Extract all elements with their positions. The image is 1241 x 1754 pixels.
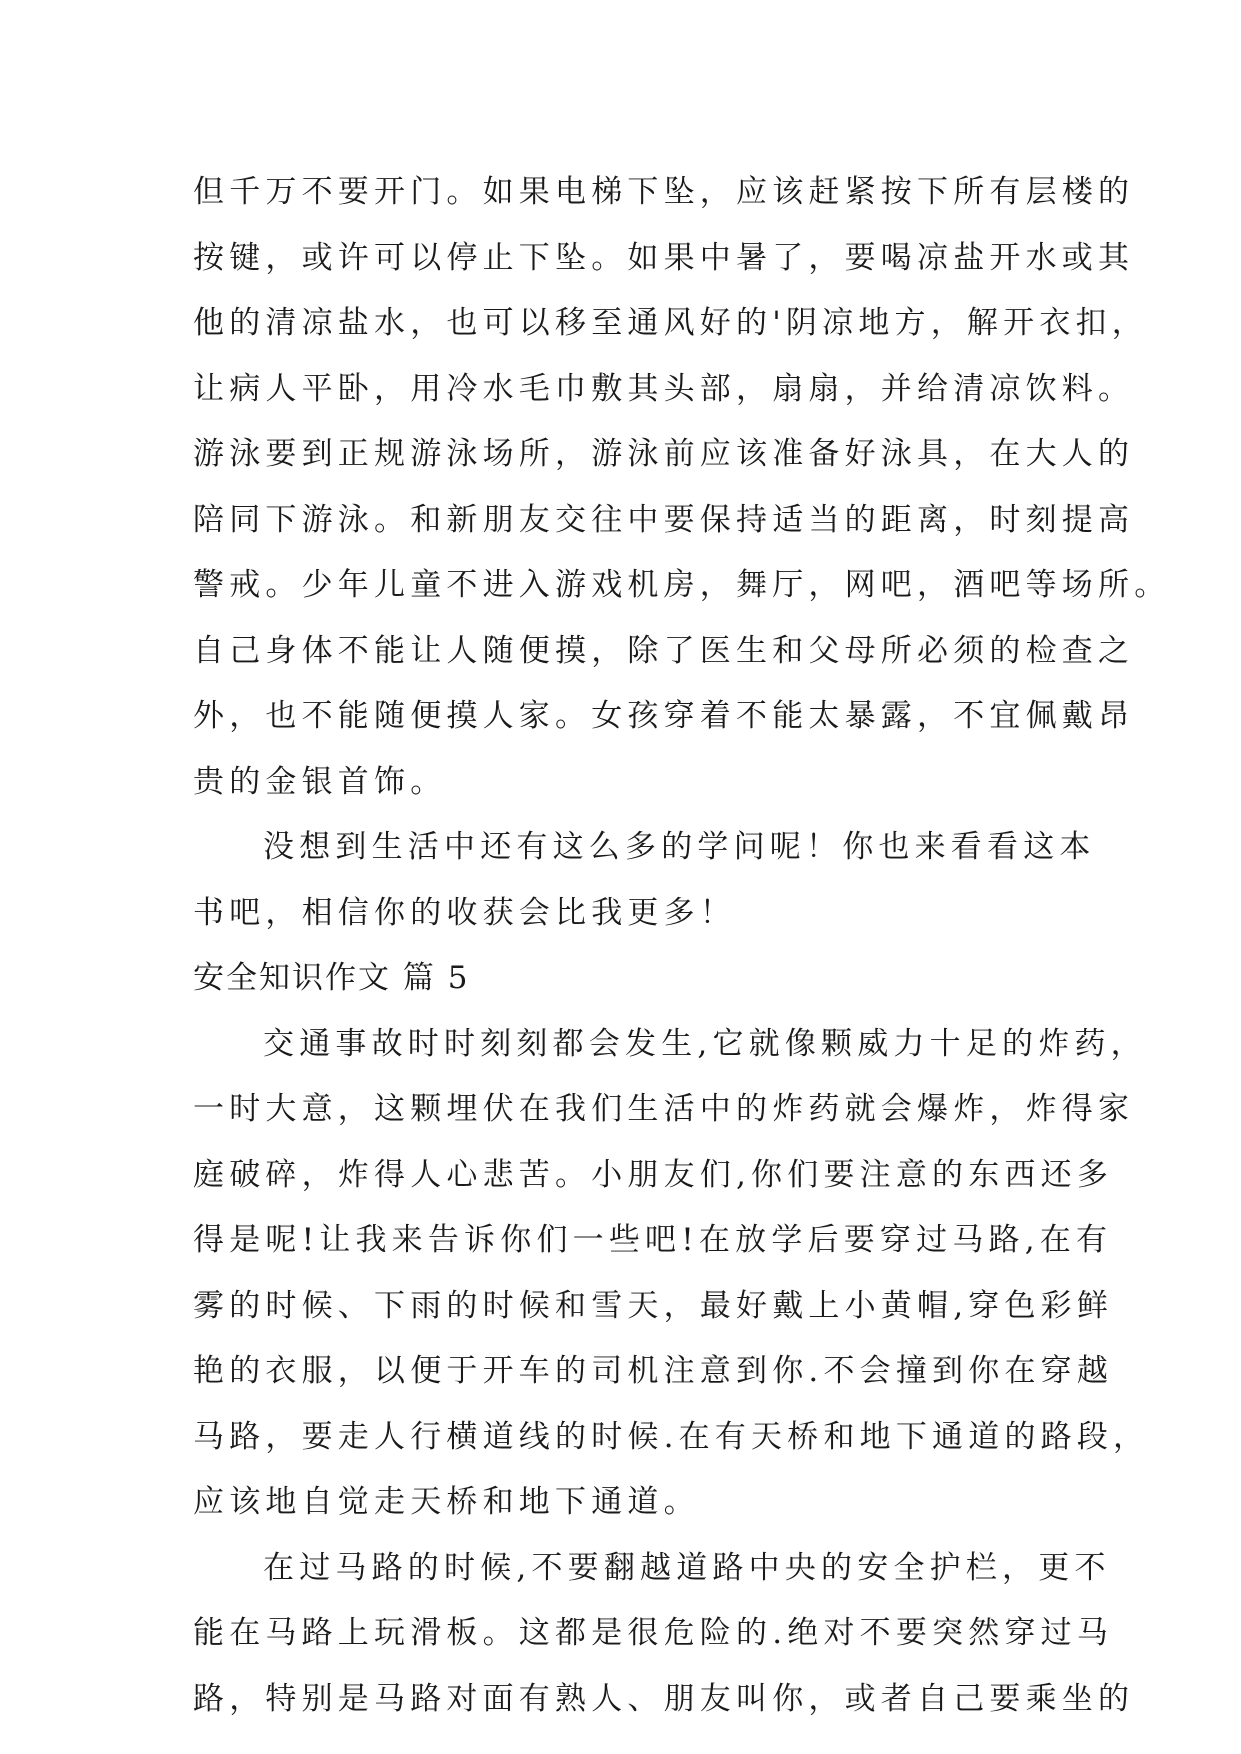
text-line: 游泳要到正规游泳场所，游泳前应该准备好泳具，在大人的: [193, 436, 1135, 472]
text-line: 应该地自觉走天桥和地下通道。: [193, 1484, 700, 1520]
text-line: 让病人平卧，用冷水毛巾敷其头部，扇扇，并给清凉饮料。: [193, 370, 1135, 407]
text-line: 在过马路的时候,不要翻越道路中央的安全护栏，更不: [263, 1549, 1111, 1586]
text-line: 书吧，相信你的收获会比我更多！: [193, 894, 736, 931]
text-line: 他的清凉盐水，也可以移至通风好的'阴凉地方，解开衣扣，: [193, 305, 1148, 341]
text-line: 一时大意，这颗埋伏在我们生活中的炸药就会爆炸，炸得家: [193, 1091, 1135, 1127]
text-line: 自己身体不能让人随便摸，除了医生和父母所必须的检查之: [193, 632, 1135, 669]
text-line: 雾的时候、下雨的时候和雪天，最好戴上小黄帽,穿色彩鲜: [193, 1287, 1114, 1324]
text-line: 能在马路上玩滑板。这都是很危险的.绝对不要突然穿过马: [193, 1615, 1114, 1651]
text-line: 艳的衣服，以便于开车的司机注意到你.不会撞到你在穿越: [193, 1353, 1114, 1389]
text-line: 交通事故时时刻刻都会发生,它就像颗威力十足的炸药，: [263, 1025, 1147, 1062]
text-line: 警戒。少年儿童不进入游戏机房，舞厅，网吧，酒吧等场所。: [193, 567, 1171, 603]
text-line: 贵的金银首饰。: [193, 763, 447, 800]
text-line: 外，也不能随便摸人家。女孩穿着不能太暴露，不宜佩戴昂: [193, 698, 1135, 734]
text-line: 陪同下游泳。和新朋友交往中要保持适当的距离，时刻提高: [193, 501, 1135, 538]
document-body: [193, 160, 1171, 1732]
section-heading: 安全知识作文 篇 5: [193, 960, 470, 996]
text-line: 得是呢!让我来告诉你们一些吧!在放学后要穿过马路,在有: [193, 1222, 1113, 1258]
text-line: 路，特别是马路对面有熟人、朋友叫你，或者自己要乘坐的: [193, 1680, 1135, 1717]
text-line: 马路，要走人行横道线的时候.在有天桥和地下通道的路段，: [193, 1418, 1150, 1455]
text-line: 按键，或许可以停止下坠。如果中暑了，要喝凉盐开水或其: [193, 239, 1135, 276]
text-line: 没想到生活中还有这么多的学问呢！你也来看看这本: [263, 829, 1096, 865]
text-line: 但千万不要开门。如果电梯下坠，应该赶紧按下所有层楼的: [193, 174, 1135, 210]
text-line: 庭破碎，炸得人心悲苦。小朋友们,你们要注意的东西还多: [193, 1156, 1114, 1193]
